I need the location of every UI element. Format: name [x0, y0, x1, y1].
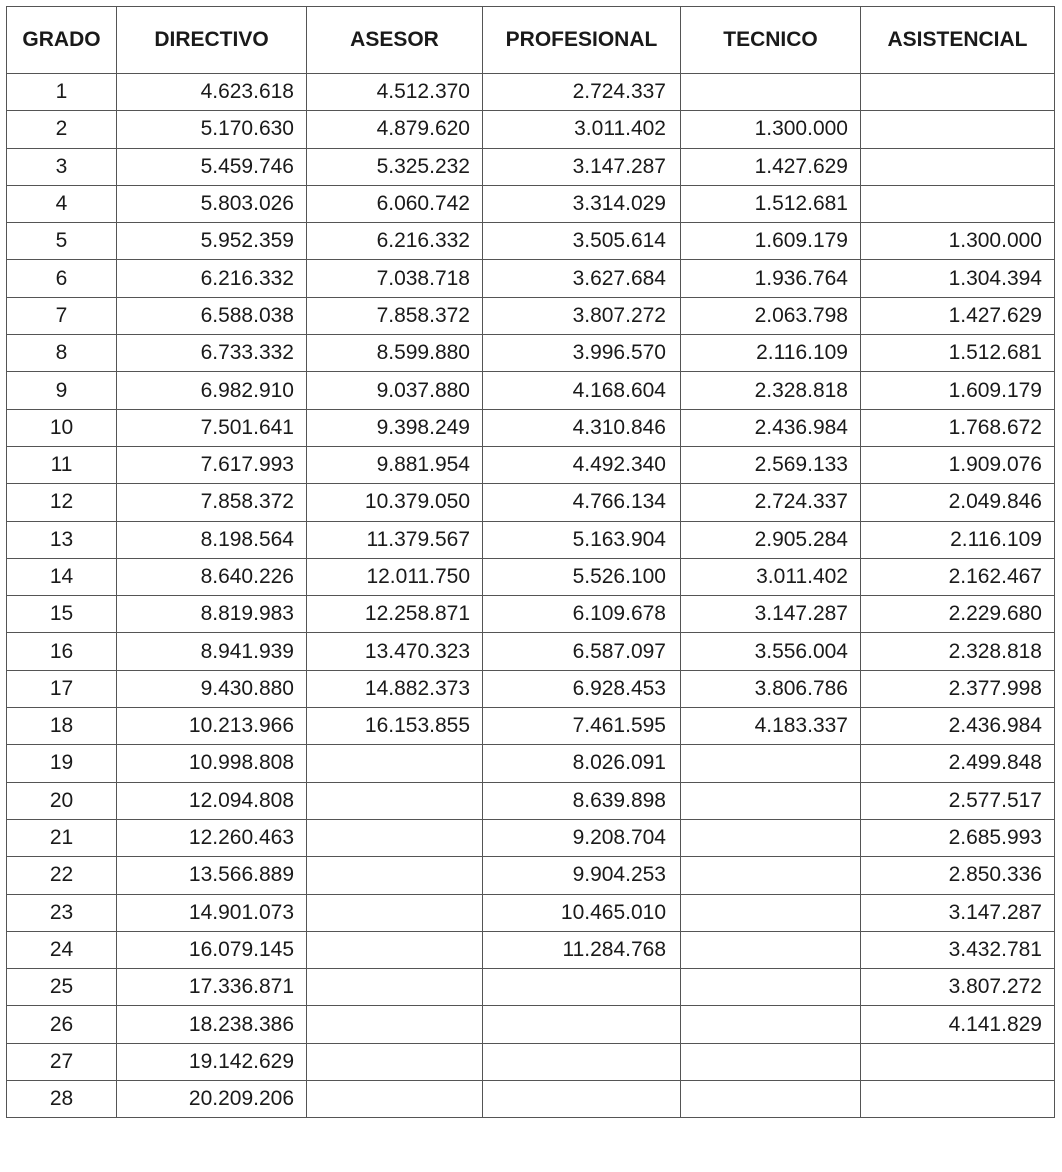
- cell-asistencial: 2.229.680: [861, 596, 1055, 633]
- table-row: [7, 484, 1055, 521]
- cell-tecnico: [681, 1081, 861, 1118]
- cell-profesional: 3.147.287: [483, 148, 681, 185]
- header-tecnico: TECNICO: [681, 7, 861, 74]
- cell-asesor: [307, 1043, 483, 1080]
- table-body: [7, 74, 1055, 1118]
- cell-profesional: [483, 1043, 681, 1080]
- cell-tecnico: 1.609.179: [681, 223, 861, 260]
- cell-profesional: 8.026.091: [483, 745, 681, 782]
- table-row: [7, 1081, 1055, 1118]
- cell-asistencial: [861, 1043, 1055, 1080]
- table-row: [7, 1006, 1055, 1043]
- cell-tecnico: 1.936.764: [681, 260, 861, 297]
- cell-tecnico: [681, 782, 861, 819]
- cell-grado: 21: [7, 819, 117, 856]
- cell-asesor: 4.879.620: [307, 111, 483, 148]
- cell-asesor: 6.060.742: [307, 185, 483, 222]
- cell-asesor: 5.325.232: [307, 148, 483, 185]
- cell-asesor: 12.258.871: [307, 596, 483, 633]
- cell-profesional: [483, 1081, 681, 1118]
- cell-directivo: 8.941.939: [117, 633, 307, 670]
- cell-grado: 22: [7, 857, 117, 894]
- table-row: [7, 260, 1055, 297]
- cell-asesor: 12.011.750: [307, 558, 483, 595]
- cell-tecnico: 2.328.818: [681, 372, 861, 409]
- cell-asistencial: 2.499.848: [861, 745, 1055, 782]
- cell-directivo: 6.733.332: [117, 335, 307, 372]
- cell-profesional: 4.766.134: [483, 484, 681, 521]
- cell-profesional: 3.314.029: [483, 185, 681, 222]
- cell-profesional: 9.208.704: [483, 819, 681, 856]
- cell-grado: 20: [7, 782, 117, 819]
- cell-tecnico: [681, 745, 861, 782]
- cell-profesional: 3.011.402: [483, 111, 681, 148]
- table-row: [7, 969, 1055, 1006]
- cell-asesor: 6.216.332: [307, 223, 483, 260]
- cell-asistencial: 1.909.076: [861, 446, 1055, 483]
- cell-asistencial: 2.685.993: [861, 819, 1055, 856]
- cell-directivo: 10.213.966: [117, 708, 307, 745]
- cell-directivo: 14.901.073: [117, 894, 307, 931]
- cell-grado: 7: [7, 297, 117, 334]
- cell-directivo: 12.260.463: [117, 819, 307, 856]
- cell-asistencial: 2.049.846: [861, 484, 1055, 521]
- table-row: [7, 931, 1055, 968]
- cell-directivo: 7.617.993: [117, 446, 307, 483]
- cell-grado: 15: [7, 596, 117, 633]
- cell-asistencial: 2.377.998: [861, 670, 1055, 707]
- cell-grado: 18: [7, 708, 117, 745]
- cell-asesor: 7.858.372: [307, 297, 483, 334]
- cell-asesor: 8.599.880: [307, 335, 483, 372]
- cell-asistencial: 1.300.000: [861, 223, 1055, 260]
- table-row: [7, 223, 1055, 260]
- cell-asistencial: 4.141.829: [861, 1006, 1055, 1043]
- cell-tecnico: 3.806.786: [681, 670, 861, 707]
- cell-tecnico: [681, 969, 861, 1006]
- cell-asistencial: 1.304.394: [861, 260, 1055, 297]
- cell-tecnico: 2.436.984: [681, 409, 861, 446]
- header-asesor: ASESOR: [307, 7, 483, 74]
- cell-grado: 25: [7, 969, 117, 1006]
- cell-tecnico: 2.905.284: [681, 521, 861, 558]
- salary-table-container: [6, 6, 1055, 1118]
- cell-tecnico: 2.116.109: [681, 335, 861, 372]
- cell-grado: 11: [7, 446, 117, 483]
- cell-directivo: 4.623.618: [117, 74, 307, 111]
- cell-grado: 3: [7, 148, 117, 185]
- cell-directivo: 6.588.038: [117, 297, 307, 334]
- table-row: [7, 708, 1055, 745]
- cell-tecnico: 1.512.681: [681, 185, 861, 222]
- cell-tecnico: [681, 931, 861, 968]
- cell-grado: 12: [7, 484, 117, 521]
- cell-asesor: 10.379.050: [307, 484, 483, 521]
- cell-directivo: 18.238.386: [117, 1006, 307, 1043]
- cell-profesional: 4.310.846: [483, 409, 681, 446]
- cell-grado: 14: [7, 558, 117, 595]
- cell-profesional: 7.461.595: [483, 708, 681, 745]
- table-row: [7, 74, 1055, 111]
- cell-grado: 19: [7, 745, 117, 782]
- cell-asesor: 9.398.249: [307, 409, 483, 446]
- cell-profesional: 4.168.604: [483, 372, 681, 409]
- cell-grado: 28: [7, 1081, 117, 1118]
- table-row: [7, 446, 1055, 483]
- cell-profesional: 8.639.898: [483, 782, 681, 819]
- cell-asesor: 14.882.373: [307, 670, 483, 707]
- cell-asesor: [307, 745, 483, 782]
- table-row: [7, 857, 1055, 894]
- table-row: [7, 185, 1055, 222]
- cell-asesor: 4.512.370: [307, 74, 483, 111]
- cell-grado: 9: [7, 372, 117, 409]
- cell-tecnico: 2.063.798: [681, 297, 861, 334]
- cell-directivo: 8.640.226: [117, 558, 307, 595]
- cell-asesor: [307, 969, 483, 1006]
- cell-asistencial: [861, 1081, 1055, 1118]
- cell-profesional: 10.465.010: [483, 894, 681, 931]
- cell-directivo: 5.170.630: [117, 111, 307, 148]
- table-row: [7, 521, 1055, 558]
- cell-grado: 23: [7, 894, 117, 931]
- cell-asistencial: 2.577.517: [861, 782, 1055, 819]
- cell-profesional: 3.505.614: [483, 223, 681, 260]
- cell-tecnico: [681, 1043, 861, 1080]
- cell-asistencial: 1.427.629: [861, 297, 1055, 334]
- cell-asesor: [307, 931, 483, 968]
- table-row: [7, 745, 1055, 782]
- cell-grado: 10: [7, 409, 117, 446]
- cell-tecnico: 1.300.000: [681, 111, 861, 148]
- cell-directivo: 5.803.026: [117, 185, 307, 222]
- cell-grado: 8: [7, 335, 117, 372]
- cell-grado: 26: [7, 1006, 117, 1043]
- table-row: [7, 633, 1055, 670]
- cell-profesional: [483, 969, 681, 1006]
- header-profesional: PROFESIONAL: [483, 7, 681, 74]
- cell-profesional: 6.587.097: [483, 633, 681, 670]
- cell-profesional: 6.928.453: [483, 670, 681, 707]
- cell-asesor: [307, 819, 483, 856]
- cell-profesional: 3.627.684: [483, 260, 681, 297]
- cell-tecnico: [681, 894, 861, 931]
- cell-directivo: 20.209.206: [117, 1081, 307, 1118]
- cell-asistencial: 1.512.681: [861, 335, 1055, 372]
- cell-grado: 2: [7, 111, 117, 148]
- table-row: [7, 596, 1055, 633]
- table-row: [7, 558, 1055, 595]
- cell-profesional: 9.904.253: [483, 857, 681, 894]
- cell-asesor: [307, 857, 483, 894]
- table-row: [7, 782, 1055, 819]
- cell-tecnico: 3.147.287: [681, 596, 861, 633]
- cell-directivo: 16.079.145: [117, 931, 307, 968]
- cell-asistencial: 3.807.272: [861, 969, 1055, 1006]
- cell-asistencial: 2.162.467: [861, 558, 1055, 595]
- cell-directivo: 9.430.880: [117, 670, 307, 707]
- cell-asistencial: 2.436.984: [861, 708, 1055, 745]
- cell-directivo: 7.501.641: [117, 409, 307, 446]
- cell-profesional: 5.163.904: [483, 521, 681, 558]
- table-row: [7, 1043, 1055, 1080]
- cell-tecnico: [681, 857, 861, 894]
- cell-asistencial: 2.850.336: [861, 857, 1055, 894]
- cell-profesional: 4.492.340: [483, 446, 681, 483]
- cell-directivo: 5.459.746: [117, 148, 307, 185]
- cell-directivo: 5.952.359: [117, 223, 307, 260]
- cell-tecnico: [681, 1006, 861, 1043]
- cell-directivo: 19.142.629: [117, 1043, 307, 1080]
- cell-asesor: [307, 782, 483, 819]
- cell-asistencial: 1.768.672: [861, 409, 1055, 446]
- cell-tecnico: 2.569.133: [681, 446, 861, 483]
- cell-tecnico: [681, 74, 861, 111]
- cell-tecnico: 2.724.337: [681, 484, 861, 521]
- cell-directivo: 7.858.372: [117, 484, 307, 521]
- cell-profesional: 3.807.272: [483, 297, 681, 334]
- cell-grado: 4: [7, 185, 117, 222]
- cell-asistencial: [861, 74, 1055, 111]
- cell-grado: 1: [7, 74, 117, 111]
- cell-asistencial: 2.328.818: [861, 633, 1055, 670]
- cell-grado: 16: [7, 633, 117, 670]
- header-asistencial: ASISTENCIAL: [861, 7, 1055, 74]
- cell-grado: 6: [7, 260, 117, 297]
- table-row: [7, 819, 1055, 856]
- cell-directivo: 10.998.808: [117, 745, 307, 782]
- cell-tecnico: 3.556.004: [681, 633, 861, 670]
- cell-grado: 24: [7, 931, 117, 968]
- cell-asesor: 7.038.718: [307, 260, 483, 297]
- cell-directivo: 17.336.871: [117, 969, 307, 1006]
- table-row: [7, 894, 1055, 931]
- cell-asesor: [307, 1081, 483, 1118]
- cell-asistencial: [861, 185, 1055, 222]
- cell-asistencial: [861, 148, 1055, 185]
- table-row: [7, 372, 1055, 409]
- cell-profesional: 5.526.100: [483, 558, 681, 595]
- cell-grado: 13: [7, 521, 117, 558]
- table-row: [7, 670, 1055, 707]
- cell-profesional: 6.109.678: [483, 596, 681, 633]
- cell-asesor: 11.379.567: [307, 521, 483, 558]
- cell-asesor: 13.470.323: [307, 633, 483, 670]
- table-row: [7, 111, 1055, 148]
- cell-profesional: 11.284.768: [483, 931, 681, 968]
- cell-profesional: [483, 1006, 681, 1043]
- cell-asistencial: 1.609.179: [861, 372, 1055, 409]
- cell-grado: 5: [7, 223, 117, 260]
- cell-asesor: [307, 894, 483, 931]
- cell-tecnico: 1.427.629: [681, 148, 861, 185]
- header-directivo: DIRECTIVO: [117, 7, 307, 74]
- cell-directivo: 6.982.910: [117, 372, 307, 409]
- cell-directivo: 8.198.564: [117, 521, 307, 558]
- table-row: [7, 409, 1055, 446]
- cell-tecnico: 3.011.402: [681, 558, 861, 595]
- cell-asesor: 9.881.954: [307, 446, 483, 483]
- cell-asesor: 9.037.880: [307, 372, 483, 409]
- table-row: [7, 297, 1055, 334]
- cell-asistencial: [861, 111, 1055, 148]
- header-row: [7, 7, 1055, 74]
- cell-directivo: 6.216.332: [117, 260, 307, 297]
- cell-directivo: 13.566.889: [117, 857, 307, 894]
- table-row: [7, 335, 1055, 372]
- cell-tecnico: [681, 819, 861, 856]
- cell-asistencial: 3.432.781: [861, 931, 1055, 968]
- salary-scale-table: [6, 6, 1055, 1118]
- cell-grado: 27: [7, 1043, 117, 1080]
- cell-profesional: 2.724.337: [483, 74, 681, 111]
- cell-asesor: 16.153.855: [307, 708, 483, 745]
- cell-grado: 17: [7, 670, 117, 707]
- cell-asesor: [307, 1006, 483, 1043]
- table-row: [7, 148, 1055, 185]
- cell-asistencial: 2.116.109: [861, 521, 1055, 558]
- cell-asistencial: 3.147.287: [861, 894, 1055, 931]
- cell-directivo: 12.094.808: [117, 782, 307, 819]
- cell-directivo: 8.819.983: [117, 596, 307, 633]
- header-grado: GRADO: [7, 7, 117, 74]
- cell-profesional: 3.996.570: [483, 335, 681, 372]
- cell-tecnico: 4.183.337: [681, 708, 861, 745]
